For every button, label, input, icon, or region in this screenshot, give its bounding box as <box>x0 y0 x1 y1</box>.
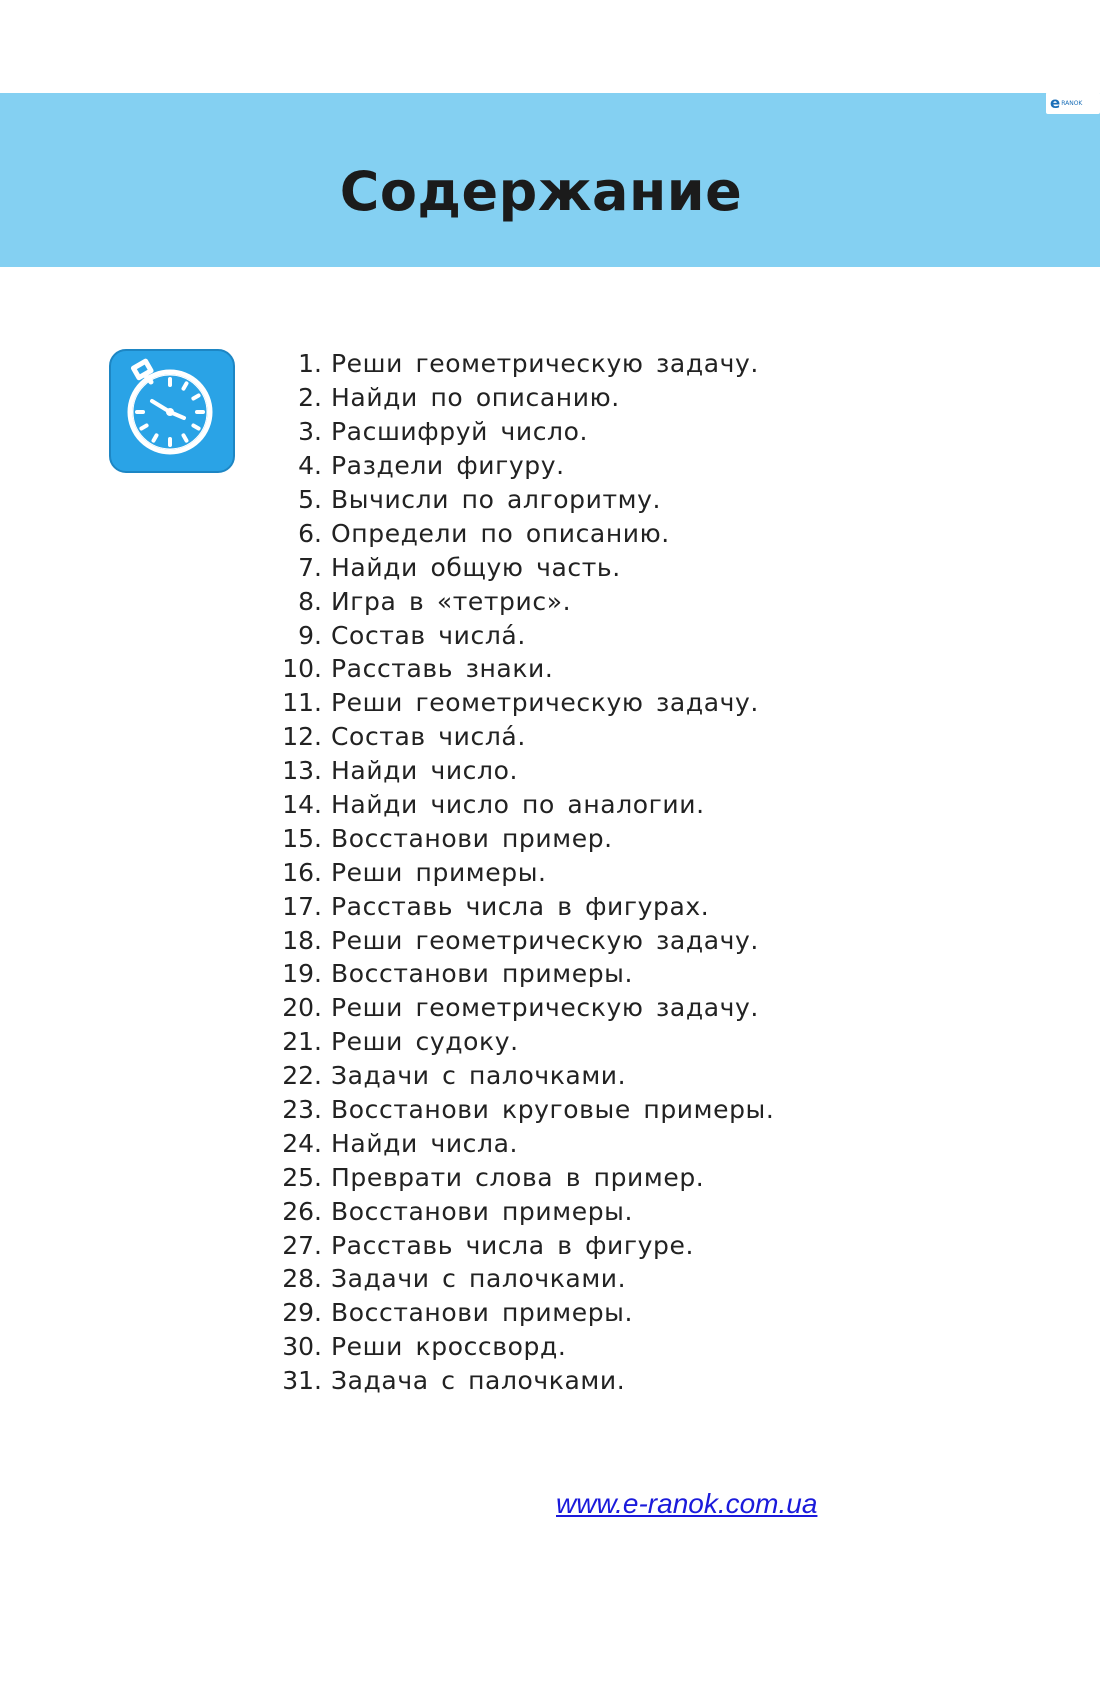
item-number: 7. <box>298 552 322 582</box>
item-number: 22. <box>282 1061 322 1091</box>
item-number: 16. <box>282 857 322 887</box>
list-item <box>270 720 774 754</box>
item-text: Задача с палочками. <box>331 1366 626 1396</box>
item-number: 29. <box>282 1298 322 1328</box>
list-item <box>270 991 774 1025</box>
item-number: 12. <box>282 722 322 752</box>
list-item <box>270 483 774 517</box>
item-text: Реши судоку. <box>331 1027 519 1057</box>
item-text: Преврати слова в пример. <box>331 1162 705 1192</box>
item-number: 3. <box>298 417 322 447</box>
list-item <box>270 821 774 855</box>
stopwatch-icon <box>108 348 236 474</box>
list-item <box>270 652 774 686</box>
brand-logo <box>1046 92 1100 114</box>
list-item <box>270 1126 774 1160</box>
item-text: Найди число. <box>331 756 519 786</box>
item-number: 26. <box>282 1196 322 1226</box>
list-item <box>270 686 774 720</box>
item-text: Реши кроссворд. <box>331 1332 567 1362</box>
item-number: 4. <box>298 451 322 481</box>
list-item <box>270 1228 774 1262</box>
item-text: Найди числа. <box>331 1128 519 1158</box>
table-of-contents <box>270 347 774 1398</box>
item-number: 24. <box>282 1128 322 1158</box>
item-text: Найди число по аналогии. <box>331 790 705 820</box>
list-item <box>270 1160 774 1194</box>
item-text: Состав числá. <box>331 722 526 752</box>
list-item <box>270 1025 774 1059</box>
list-item <box>270 1330 774 1364</box>
item-number: 8. <box>298 586 322 616</box>
item-number: 25. <box>282 1162 322 1192</box>
item-text: Задачи с палочками. <box>331 1264 627 1294</box>
item-number: 31. <box>282 1366 322 1396</box>
item-text: Реши геометрическую задачу. <box>331 925 759 955</box>
list-item <box>270 449 774 483</box>
item-number: 17. <box>282 891 322 921</box>
item-text: Восстанови примеры. <box>331 1196 634 1226</box>
list-item <box>270 347 774 381</box>
item-number: 23. <box>282 1095 322 1125</box>
item-number: 10. <box>282 654 322 684</box>
brand-logo-mark: e <box>1050 93 1061 112</box>
item-number: 1. <box>298 349 322 379</box>
item-number: 6. <box>298 518 322 548</box>
page-title: Содержание <box>339 160 743 223</box>
list-item <box>270 1296 774 1330</box>
list-item <box>270 923 774 957</box>
brand-logo-text: RANOK <box>1061 99 1083 107</box>
list-item <box>270 1364 774 1398</box>
item-text: Расставь знаки. <box>331 654 554 684</box>
list-item <box>270 1262 774 1296</box>
item-number: 27. <box>282 1230 322 1260</box>
item-number: 2. <box>298 383 322 413</box>
list-item <box>270 415 774 449</box>
item-text: Найди общую часть. <box>331 552 621 582</box>
list-item <box>270 550 774 584</box>
item-text: Задачи с палочками. <box>331 1061 627 1091</box>
item-number: 9. <box>298 620 322 650</box>
item-text: Восстанови круговые примеры. <box>331 1095 775 1125</box>
item-number: 30. <box>282 1332 322 1362</box>
item-number: 15. <box>282 823 322 853</box>
item-text: Расставь числа в фигурах. <box>331 891 710 921</box>
list-item <box>270 584 774 618</box>
list-item <box>270 889 774 923</box>
item-number: 14. <box>282 790 322 820</box>
list-item <box>270 1194 774 1228</box>
list-item <box>270 516 774 550</box>
item-number: 11. <box>282 688 322 718</box>
item-text: Реши геометрическую задачу. <box>331 993 759 1023</box>
list-item <box>270 957 774 991</box>
list-item <box>270 754 774 788</box>
item-text: Состав числá. <box>331 620 526 650</box>
item-text: Реши примеры. <box>331 857 547 887</box>
item-number: 28. <box>282 1264 322 1294</box>
item-number: 13. <box>282 756 322 786</box>
item-text: Раздели фигуру. <box>331 451 565 481</box>
list-item <box>270 855 774 889</box>
list-item <box>270 1059 774 1093</box>
item-text: Восстанови пример. <box>331 823 613 853</box>
item-text: Восстанови примеры. <box>331 1298 634 1328</box>
item-number: 19. <box>282 959 322 989</box>
item-text: Найди по описанию. <box>331 383 620 413</box>
item-text: Определи по описанию. <box>331 518 670 548</box>
item-text: Реши геометрическую задачу. <box>331 688 759 718</box>
item-number: 20. <box>282 993 322 1023</box>
item-text: Реши геометрическую задачу. <box>331 349 759 379</box>
item-number: 5. <box>298 485 322 514</box>
item-text: Вычисли по алгоритму. <box>331 485 662 514</box>
list-item <box>270 788 774 822</box>
list-item <box>270 1093 774 1127</box>
list-item <box>270 381 774 415</box>
item-number: 18. <box>282 925 322 955</box>
website-link[interactable]: www.e-ranok.com.ua <box>556 1488 818 1519</box>
item-text: Расставь числа в фигуре. <box>331 1230 695 1260</box>
item-text: Восстанови примеры. <box>331 959 634 989</box>
item-text: Расшифруй число. <box>331 417 589 447</box>
item-text: Игра в «тетрис». <box>331 586 572 616</box>
item-number: 21. <box>282 1027 322 1057</box>
list-item <box>270 618 774 652</box>
